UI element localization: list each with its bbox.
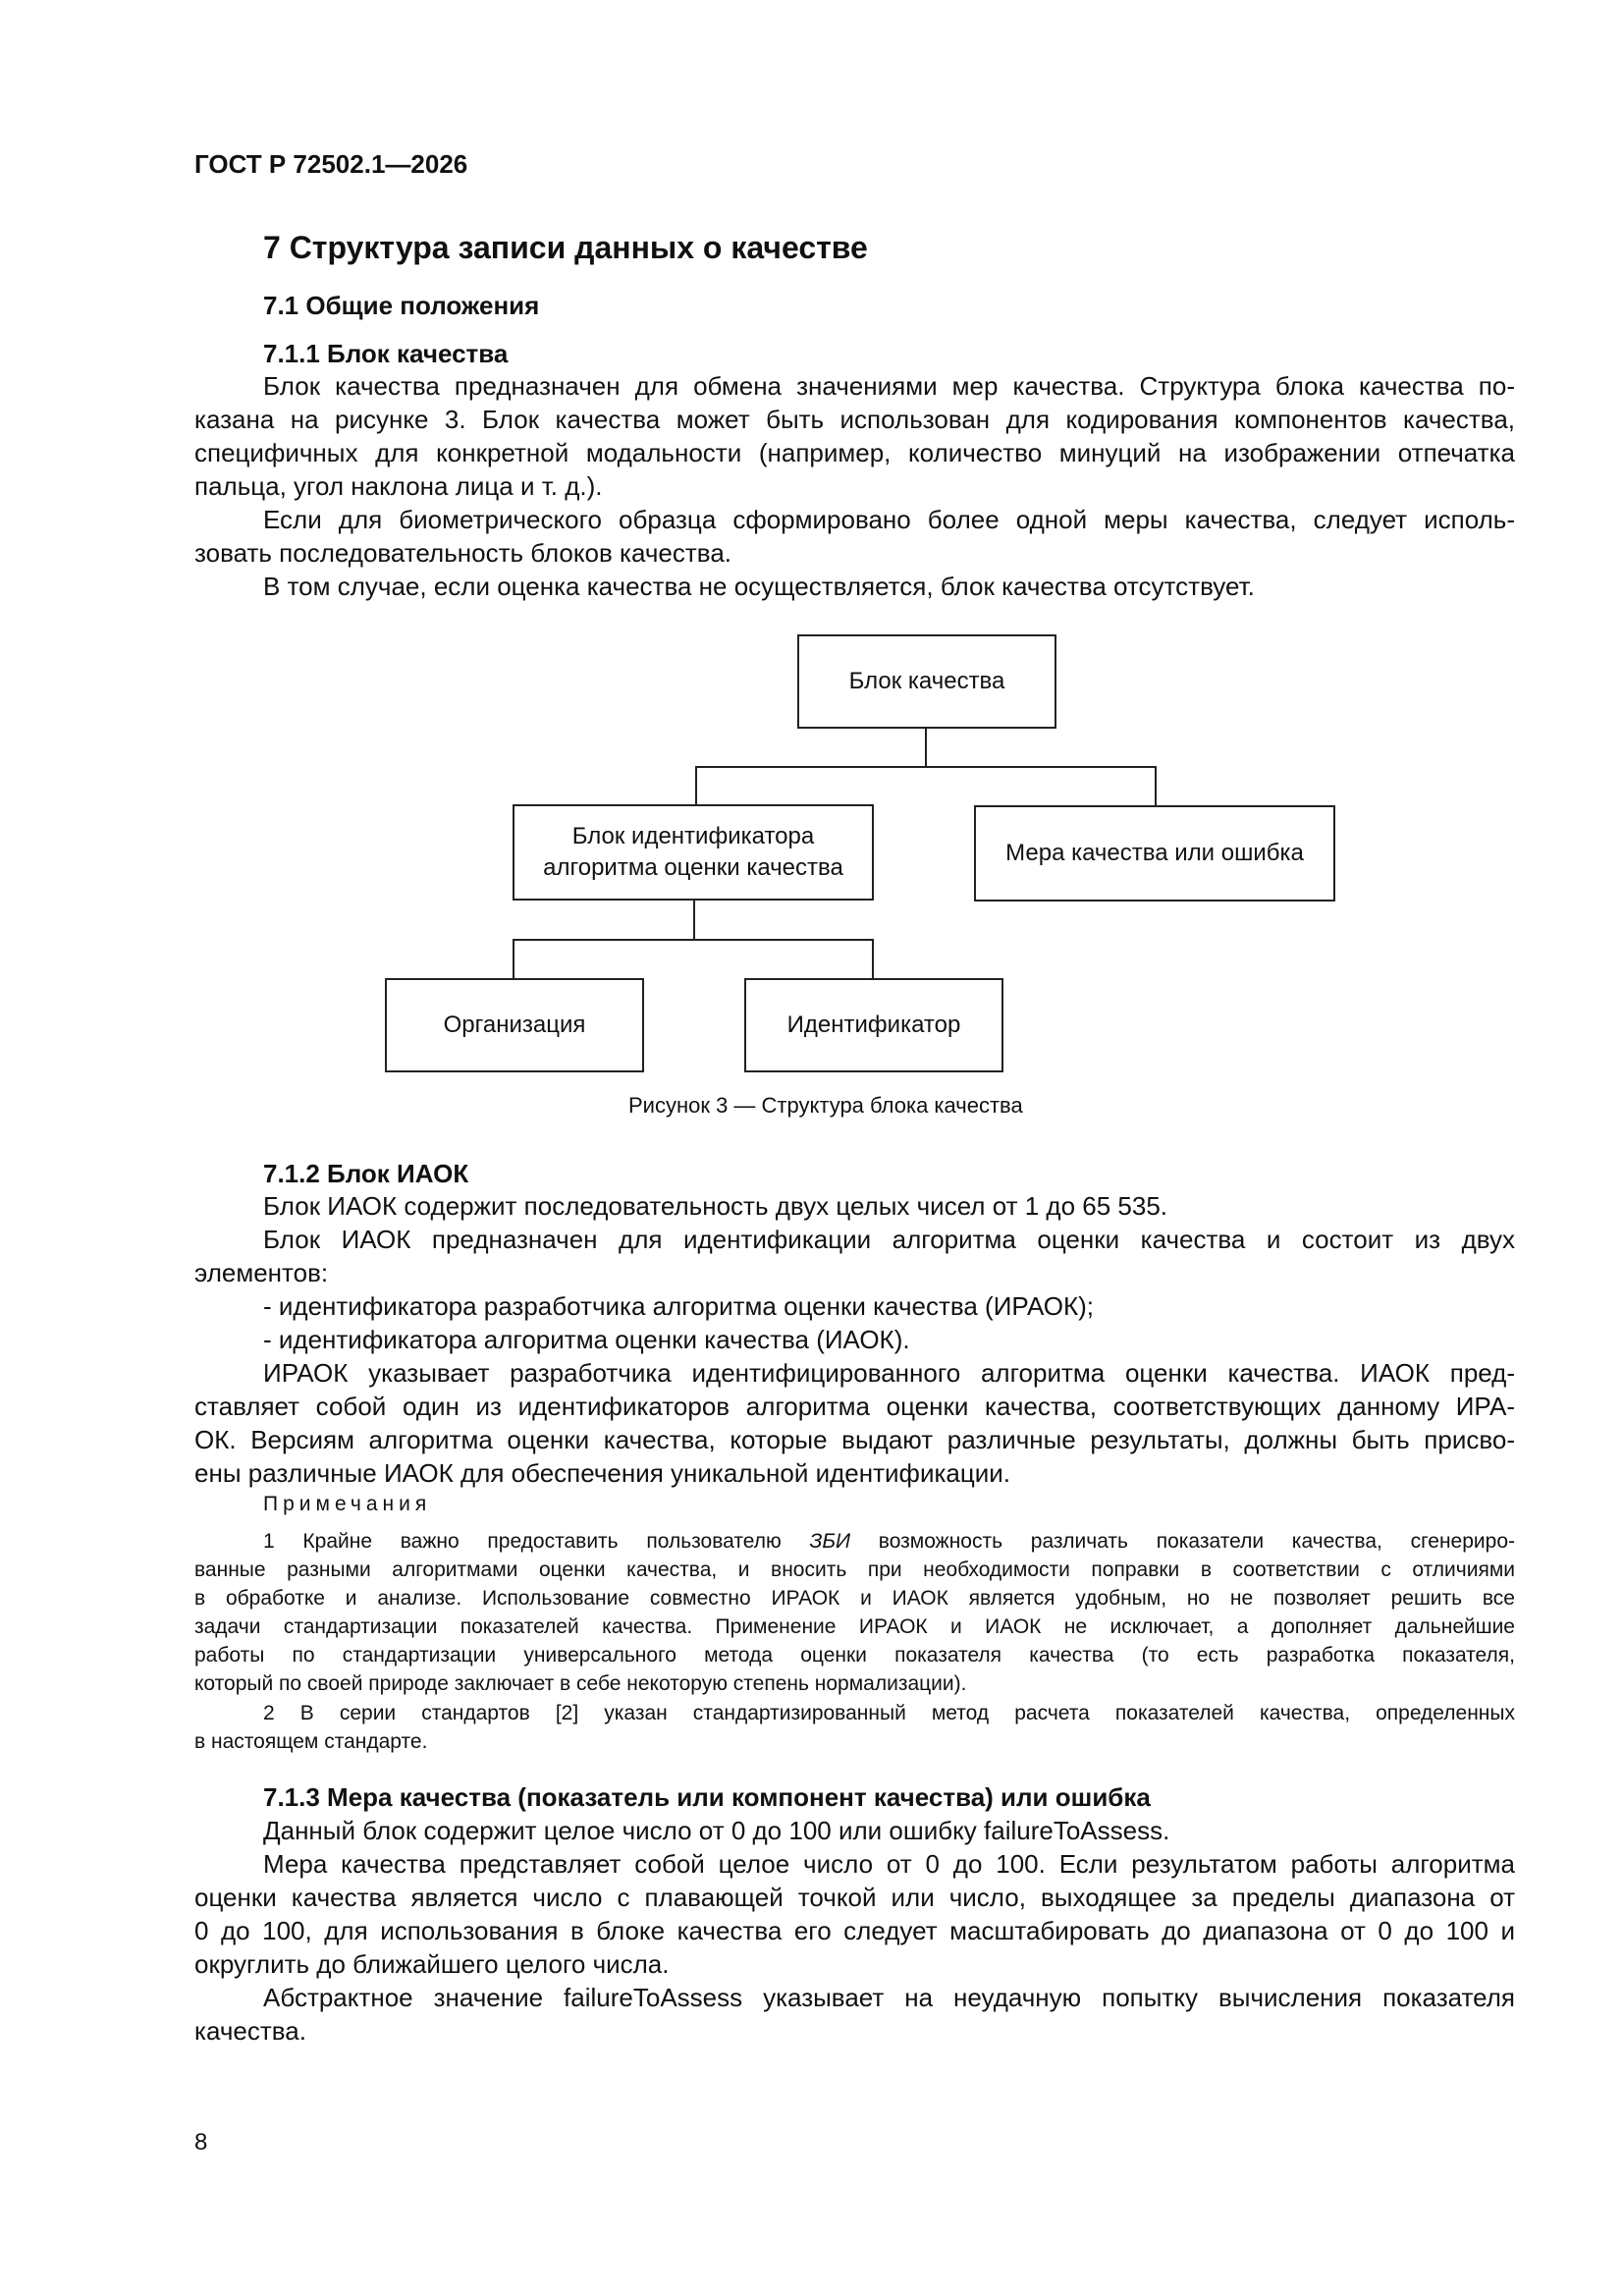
section-7-title: 7 Структура записи данных о качестве [263,230,868,265]
paragraph-line: В том случае, если оценка качества не осуществляется, блок качества отсутствует. [263,572,1255,601]
diagram-connector [1155,766,1157,805]
paragraph-line: ОК. Версиям алгоритма оценки качества, которые выдают различные результаты, должны быть присво- [194,1425,1515,1454]
diagram-connector [925,729,927,766]
paragraph-line: ены различные ИАОК для обеспечения уникальной идентификации. [194,1458,1011,1488]
diagram-connector [693,901,695,940]
note-line: который по своей природе заключает в себе некоторую степень нормализации). [194,1672,967,1695]
paragraph-line: Если для биометрического образца сформировано более одной меры качества, следует исполь- [263,505,1515,534]
note-line: в обработке и анализе. Использование совместно ИРАОК и ИАОК является удобным, но не позволяет решить все [194,1587,1515,1610]
section-7-1-2-title: 7.1.2 Блок ИАОК [263,1159,469,1188]
paragraph-line: оценки качества является число с плавающей точкой или число, выходящее за пределы диапазона от [194,1883,1515,1912]
note-line: в настоящем стандарте. [194,1730,428,1753]
paragraph-line: округлить до ближайшего целого числа. [194,1949,670,1979]
page-number: 8 [194,2129,208,2156]
diagram-box-quality-measure: Мера качества или ошибка [974,805,1335,902]
paragraph-line: элементов: [194,1258,329,1287]
notes-title: Примечания [263,1493,432,1515]
diagram-box-label: алгоритма оценки качества [543,854,843,881]
note-line: ванные разными алгоритмами оценки качества, и вносить при необходимости поправки в соответствии с отличиями [194,1558,1515,1581]
paragraph-line: Данный блок содержит целое число от 0 до 100 или ошибку failureToAssess. [263,1816,1170,1845]
diagram-box-algorithm-id [513,804,874,901]
diagram-box-root: Блок качества [797,634,1056,729]
paragraph-line: казана на рисунке 3. Блок качества может быть использован для кодирования компонентов качества, [194,405,1515,434]
paragraph-line: зовать последовательность блоков качества. [194,538,732,568]
diagram-connector [513,939,874,941]
paragraph-line: специфичных для конкретной модальности (например, количество минуций на изображении отпечатка [194,438,1515,467]
section-7-1-title: 7.1 Общие положения [263,291,540,320]
note-line: работы по стандартизации универсального метода оценки показателя качества (то есть разработка показателя, [194,1644,1515,1667]
paragraph-line: Блок ИАОК предназначен для идентификации алгоритма оценки качества и состоит из двух [263,1225,1515,1254]
section-7-1-3-title: 7.1.3 Мера качества (показатель или компонент качества) или ошибка [263,1782,1151,1812]
note-line: 2 В серии стандартов [2] указан стандартизированный метод расчета показателей качества, определенных [263,1702,1515,1724]
paragraph-line: Абстрактное значение failureToAssess указывает на неудачную попытку вычисления показателя [263,1983,1515,2012]
figure-caption: Рисунок 3 — Структура блока качества [628,1093,1023,1118]
note-line: 1 Крайне важно предоставить пользователю ЗБИ возможность различать показатели качества, сгенериро- [263,1530,1515,1553]
paragraph-line: Блок качества предназначен для обмена значениями мер качества. Структура блока качества по- [263,371,1515,401]
diagram-connector [695,766,697,805]
diagram-connector [695,766,1157,768]
list-item: - идентификатора алгоритма оценки качества (ИАОК). [263,1325,910,1354]
note-line: задачи стандартизации показателей качества. Применение ИРАОК и ИАОК не исключает, а дополняет дальнейшие [194,1615,1515,1638]
paragraph-line: качества. [194,2016,306,2046]
paragraph-line: ставляет собой один из идентификаторов алгоритма оценки качества, соответствующих данному ИРА- [194,1392,1515,1421]
diagram-box-label: Блок идентификатора [571,823,815,849]
list-item: - идентификатора разработчика алгоритма оценки качества (ИРАОК); [263,1291,1095,1321]
paragraph-line: 0 до 100, для использования в блоке качества его следует масштабировать до диапазона от 0 до 100 и [194,1916,1515,1945]
paragraph-line: Блок ИАОК содержит последовательность двух целых чисел от 1 до 65 535. [263,1191,1168,1221]
paragraph-line: пальца, угол наклона лица и т. д.). [194,471,603,501]
diagram-connector [513,939,514,980]
document-header: ГОСТ Р 72502.1—2026 [194,149,468,179]
diagram-box-organization: Организация [385,978,644,1072]
diagram-connector [872,939,874,980]
section-7-1-1-title: 7.1.1 Блок качества [263,339,509,368]
paragraph-line: ИРАОК указывает разработчика идентифицированного алгоритма оценки качества. ИАОК пред- [263,1358,1515,1388]
diagram-box-identifier: Идентификатор [744,978,1003,1072]
paragraph-line: Мера качества представляет собой целое число от 0 до 100. Если результатом работы алгоритма [263,1849,1515,1879]
